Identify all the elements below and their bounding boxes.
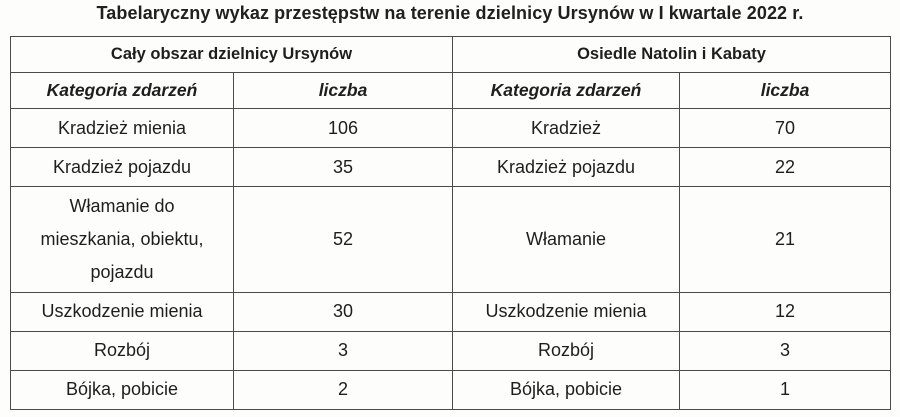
- left-count-cell: 35: [234, 148, 453, 187]
- document-title: Tabelaryczny wykaz przestępstw na terenie dzielnicy Ursynów w I kwartale 2022 r.: [96, 3, 804, 23]
- right-count-cell: 12: [680, 292, 891, 331]
- right-category-cell: Bójka, pobicie: [453, 370, 680, 409]
- right-category-cell: Rozbój: [453, 331, 680, 370]
- category-line: mieszkania, obiektu,: [40, 228, 204, 249]
- column-header-category-right: Kategoria zdarzeń: [453, 73, 680, 109]
- right-count-cell: 70: [680, 109, 891, 148]
- area-header-ursynow: Cały obszar dzielnicy Ursynów: [11, 37, 453, 73]
- area-header-natolin-kabaty: Osiedle Natolin i Kabaty: [453, 37, 891, 73]
- right-category-cell: Kradzież pojazdu: [453, 148, 680, 187]
- left-category-cell: Rozbój: [11, 331, 234, 370]
- right-count-cell: 3: [680, 331, 891, 370]
- left-count-cell: 30: [234, 292, 453, 331]
- left-category-cell: Bójka, pobicie: [11, 370, 234, 409]
- left-category-cell: Kradzież pojazdu: [11, 148, 234, 187]
- left-category-cell: Uszkodzenie mienia: [11, 292, 234, 331]
- crime-statistics-table: [10, 36, 891, 410]
- left-count-cell: 3: [234, 331, 453, 370]
- table-row: [11, 370, 891, 409]
- table-row: [11, 331, 891, 370]
- left-count-cell: 2: [234, 370, 453, 409]
- right-count-cell: 22: [680, 148, 891, 187]
- right-count-cell: 21: [680, 187, 891, 292]
- table-row: [11, 148, 891, 187]
- category-line: Włamanie do: [69, 195, 175, 216]
- column-header-row: [11, 73, 891, 109]
- right-category-cell: Włamanie: [453, 187, 680, 292]
- left-count-cell: 106: [234, 109, 453, 148]
- left-category-cell: Kradzież mienia: [11, 109, 234, 148]
- column-header-count-left: liczba: [234, 73, 453, 109]
- area-header-row: [11, 37, 891, 73]
- right-category-cell: Uszkodzenie mienia: [453, 292, 680, 331]
- column-header-category-left: Kategoria zdarzeń: [11, 73, 234, 109]
- column-header-count-right: liczba: [680, 73, 891, 109]
- table-row: [11, 187, 891, 292]
- right-category-cell: Kradzież: [453, 109, 680, 148]
- left-category-cell: [11, 187, 234, 292]
- right-count-cell: 1: [680, 370, 891, 409]
- table-row: [11, 109, 891, 148]
- category-line: pojazdu: [90, 261, 154, 282]
- table-row: [11, 292, 891, 331]
- left-count-cell: 52: [234, 187, 453, 292]
